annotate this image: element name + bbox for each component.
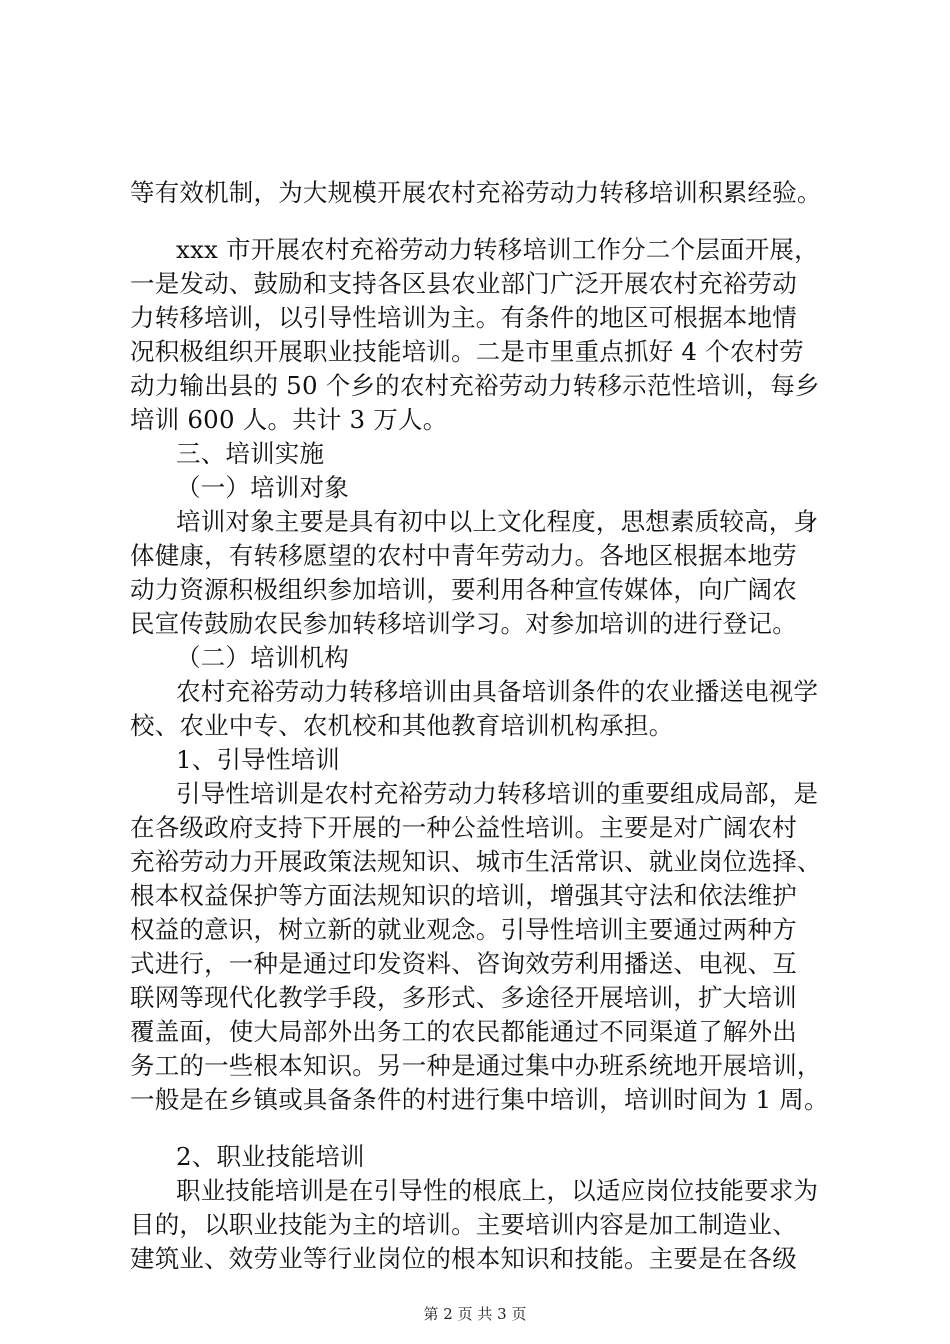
text-line-26: 务工的一些根本知识。另一种是通过集中办班系统地开展培训， (130, 1051, 822, 1080)
text-line-19: 在各级政府支持下开展的一种公益性培训。主要是对广阔农村 (130, 813, 797, 842)
text-line-18: 引导性培训是农村充裕劳动力转移培训的重要组成局部，是 (176, 779, 819, 808)
text-line-2: xxx 市开展农村充裕劳动力转移培训工作分二个层面开展， (176, 235, 819, 264)
text-line-11: 体健康，有转移愿望的农村中青年劳动力。各地区根据本地劳 (130, 541, 797, 570)
text-line-22: 权益的意识，树立新的就业观念。引导性培训主要通过两种方 (130, 915, 797, 944)
text-line-5: 况积极组织开展职业技能培训。二是市里重点抓好 4 个农村劳 (130, 337, 804, 366)
text-line-21: 根本权益保护等方面法规知识的培训，增强其守法和依法维护 (130, 881, 797, 910)
text-line-16: 校、农业中专、农机校和其他教育培训机构承担。 (130, 711, 674, 740)
text-line-15: 农村充裕劳动力转移培训由具备培训条件的农业播送电视学 (176, 677, 819, 706)
text-line-25: 覆盖面，使大局部外出务工的农民都能通过不同渠道了解外出 (130, 1017, 797, 1046)
text-line-7: 培训 600 人。共计 3 万人。 (130, 405, 448, 434)
text-line-13: 民宣传鼓励农民参加转移培训学习。对参加培训的进行登记。 (130, 609, 797, 638)
text-line-1: 等有效机制，为大规模开展农村充裕劳动力转移培训积累经验。 (130, 178, 822, 207)
text-line-31: 建筑业、效劳业等行业岗位的根本知识和技能。主要是在各级 (130, 1244, 797, 1273)
text-line-10: 培训对象主要是具有初中以上文化程度，思想素质较高，身 (176, 507, 819, 536)
page-footer: 第 2 页 共 3 页 (423, 1305, 527, 1323)
section-heading-3: 三、培训实施 (176, 439, 325, 468)
text-line-27: 一般是在乡镇或具备条件的村进行集中培训，培训时间为 1 周。 (130, 1085, 829, 1114)
subheading-1: （一）培训对象 (176, 473, 349, 502)
item-heading-1: 1、引导性培训 (176, 745, 340, 774)
text-line-6: 动力输出县的 50 个乡的农村充裕劳动力转移示范性培训，每乡 (130, 371, 820, 400)
text-line-3: 一是发动、鼓励和支持各区县农业部门广泛开展农村充裕劳动 (130, 269, 797, 298)
text-line-23: 式进行，一种是通过印发资料、咨询效劳利用播送、电视、互 (130, 949, 797, 978)
item-heading-2: 2、职业技能培训 (176, 1142, 365, 1171)
text-line-24: 联网等现代化教学手段，多形式、多途径开展培训，扩大培训 (130, 983, 797, 1012)
text-line-12: 动力资源积极组织参加培训，要利用各种宣传媒体，向广阔农 (130, 575, 797, 604)
text-line-30: 目的，以职业技能为主的培训。主要培训内容是加工制造业、 (130, 1210, 797, 1239)
subheading-2: （二）培训机构 (176, 643, 349, 672)
text-line-20: 充裕劳动力开展政策法规知识、城市生活常识、就业岗位选择、 (130, 847, 822, 876)
text-line-29: 职业技能培训是在引导性的根底上，以适应岗位技能要求为 (176, 1176, 819, 1205)
text-line-4: 力转移培训，以引导性培训为主。有条件的地区可根据本地情 (130, 303, 797, 332)
